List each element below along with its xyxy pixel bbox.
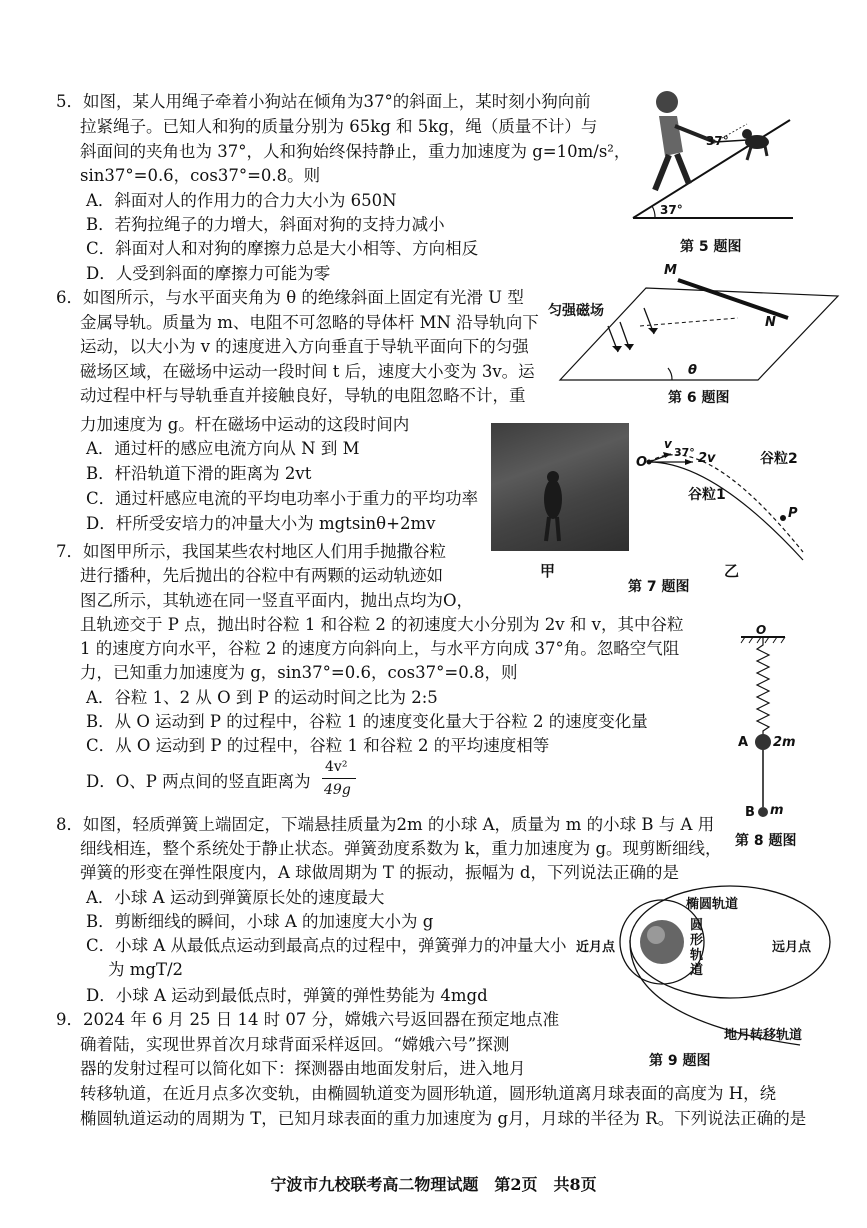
q8-label-a: A [738,735,749,750]
q9-label-ellipse: 椭圆轨道 [686,897,739,912]
q5-caption: 第 5 题图 [680,239,742,255]
q7-label-o: O [636,455,648,470]
q7-label-p: P [788,506,798,521]
q7-label-37: 37° [674,446,695,459]
q8-label-2m: 2m [773,735,796,750]
q7-label-grain2: 谷粒2 [760,451,798,467]
q5-option-d: D．人受到斜面的摩擦力可能为零 [86,264,331,283]
q6-label-n: N [765,315,776,330]
q7-line-3: 图乙所示，其轨迹在同一竖直平面内，抛出点均为O， [80,591,474,610]
q6-label-m: M [664,263,677,278]
q6-line-2: 金属导轨。质量为 m、电阻不可忽略的导体杆 MN 沿导轨向下 [80,313,539,332]
q9-caption: 第 9 题图 [649,1053,711,1069]
q6-label-theta: θ [688,363,697,378]
q7-label-yi: 乙 [724,562,740,580]
q6-label-field: 匀强磁场 [548,303,604,319]
q8-label-o: O [756,623,767,637]
q7-option-d-denominator: 49g [324,782,351,798]
q5-angle-rope: 37° [706,134,729,148]
q8-caption: 第 8 题图 [735,833,797,849]
q5-option-a: A．斜面对人的作用力的合力大小为 650N [86,191,397,210]
q7-line-2: 进行播种，先后抛出的谷粒中有两颗的运动轨迹如 [80,566,443,585]
q7-line-4: 且轨迹交于 P 点，抛出时谷粒 1 和谷粒 2 的初速度大小分别为 2v 和 v，其中谷粒 [80,615,684,634]
q6-figure [548,268,848,386]
q9-label-far: 远月点 [772,940,812,955]
q7-line-6: 力，已知重力加速度为 g，sin37°=0.6，cos37°=0.8，则 [80,663,518,682]
q6-line-3: 运动，以大小为 v 的速度进入方向垂直于导轨平面向下的匀强 [80,337,529,356]
q8-line-2: 细线相连，整个系统处于静止状态。弹簧劲度系数为 k，重力加速度为 g。现剪断细线， [80,839,722,858]
q8-label-b: B [745,805,755,820]
q7-label-v: v [664,437,672,451]
q7-label-grain1: 谷粒1 [688,487,726,503]
q7-line-5: 1 的速度方向水平，谷粒 2 的速度方向斜向上，与水平方向成 37°角。忽略空气阻 [80,639,680,658]
q7-line-1: 7．如图甲所示，我国某些农村地区人们用手抛撒谷粒 [56,542,446,561]
q7-option-d-numerator: 4v² [325,759,348,775]
q9-label-near: 近月点 [576,940,616,955]
q9-label-transfer: 地月转移轨道 [724,1028,803,1043]
q9-line-2: 确着陆，实现世界首次月球背面采样返回。“嫦娥六号”探测 [80,1035,510,1054]
q8-option-b: B．剪断细线的瞬间，小球 A 的加速度大小为 g [86,912,434,931]
q8-line-1: 8．如图，轻质弹簧上端固定，下端悬挂质量为2m 的小球 A，质量为 m 的小球 B 与 A 用 [56,815,715,834]
q5-angle-slope: 37° [660,203,683,217]
q7-option-a: A．谷粒 1、2 从 O 到 P 的运动时间之比为 2:5 [86,688,438,707]
q5-line-2: 拉紧绳子。已知人和狗的质量分别为 65kg 和 5kg，绳（质量不计）与 [80,117,598,136]
q6-line-5: 动过程中杆与导轨垂直并接触良好，导轨的电阻忽略不计，重 [80,386,526,405]
q7-option-b: B．从 O 运动到 P 的过程中，谷粒 1 的速度变化量大于谷粒 2 的速度变化量 [86,712,648,731]
page-footer: 宁波市九校联考高二物理试题 第2页 共8页 [270,1175,597,1194]
q9-line-3: 器的发射过程可以简化如下：探测器由地面发射后，进入地月 [80,1059,526,1078]
q7-option-c: C．从 O 运动到 P 的过程中，谷粒 1 和谷粒 2 的平均速度相等 [86,736,550,755]
q6-caption: 第 6 题图 [668,390,730,406]
q7-fraction-bar [322,778,356,779]
q8-option-a: A．小球 A 运动到弹簧原长处的速度最大 [86,888,385,907]
q8-figure [735,625,815,825]
q6-option-b: B．杆沿轨道下滑的距离为 2vt [86,464,312,483]
q6-line-4: 磁场区域，在磁场中运动一段时间 t 后，速度大小变为 3v。运 [80,362,535,381]
q6-line-1: 6．如图所示，与水平面夹角为 θ 的绝缘斜面上固定有光滑 U 型 [56,288,524,307]
q8-option-c: C．小球 A 从最低点运动到最高点的过程中，弹簧弹力的冲量大小 [86,936,567,955]
q5-line-3: 斜面间的夹角也为 37°，人和狗始终保持静止，重力加速度为 g=10m/s²， [80,142,631,161]
q8-option-d: D．小球 A 运动到最低点时，弹簧的弹性势能为 4mgd [86,986,488,1005]
q9-line-4: 转移轨道，在近月点多次变轨，由椭圆轨道变为圆形轨道，圆形轨道离月球表面的高度为 H，绕 [80,1084,777,1103]
q8-line-3: 弹簧的形变在弹性限度内，A 球做周期为 T 的振动，振幅为 d，下列说法正确的是 [80,863,679,882]
q9-line-5: 椭圆轨道运动的周期为 T，已知月球表面的重力加速度为 g月，月球的半径为 R。下列说法正确的是 [80,1109,807,1128]
q5-line-4: sin37°=0.6，cos37°=0.8。则 [80,166,321,185]
q9-line-1: 9．2024 年 6 月 25 日 14 时 07 分，嫦娥六号返回器在预定地点准 [56,1010,560,1029]
q6-option-a: A．通过杆的感应电流方向从 N 到 M [86,439,360,458]
q5-figure [625,80,800,225]
q7-label-jia: 甲 [540,562,556,580]
q5-option-b: B．若狗拉绳子的力增大，斜面对狗的支持力减小 [86,215,445,234]
q6-line-6: 力加速度为 g。杆在磁场中运动的这段时间内 [80,415,410,434]
q8-option-c-cont: 为 mgT/2 [108,960,184,979]
q6-option-c: C．通过杆感应电流的平均电功率小于重力的平均功率 [86,489,479,508]
q7-photo-figure [491,423,629,551]
q6-option-d: D．杆所受安培力的冲量大小为 mgtsinθ+2mv [86,514,436,533]
q5-line-1: 5．如图，某人用绳子牵着小狗站在倾角为37°的斜面上，某时刻小狗向前 [56,92,591,111]
q9-label-circle: 圆形轨道 [690,918,704,978]
q5-option-c: C．斜面对人和对狗的摩擦力总是大小相等、方向相反 [86,239,479,258]
q7-option-d-prefix: D．O、P 两点间的竖直距离为 [86,772,311,791]
q8-label-m: m [770,803,784,818]
q7-label-2v: 2v [698,451,716,466]
q7-caption: 第 7 题图 [628,579,690,595]
